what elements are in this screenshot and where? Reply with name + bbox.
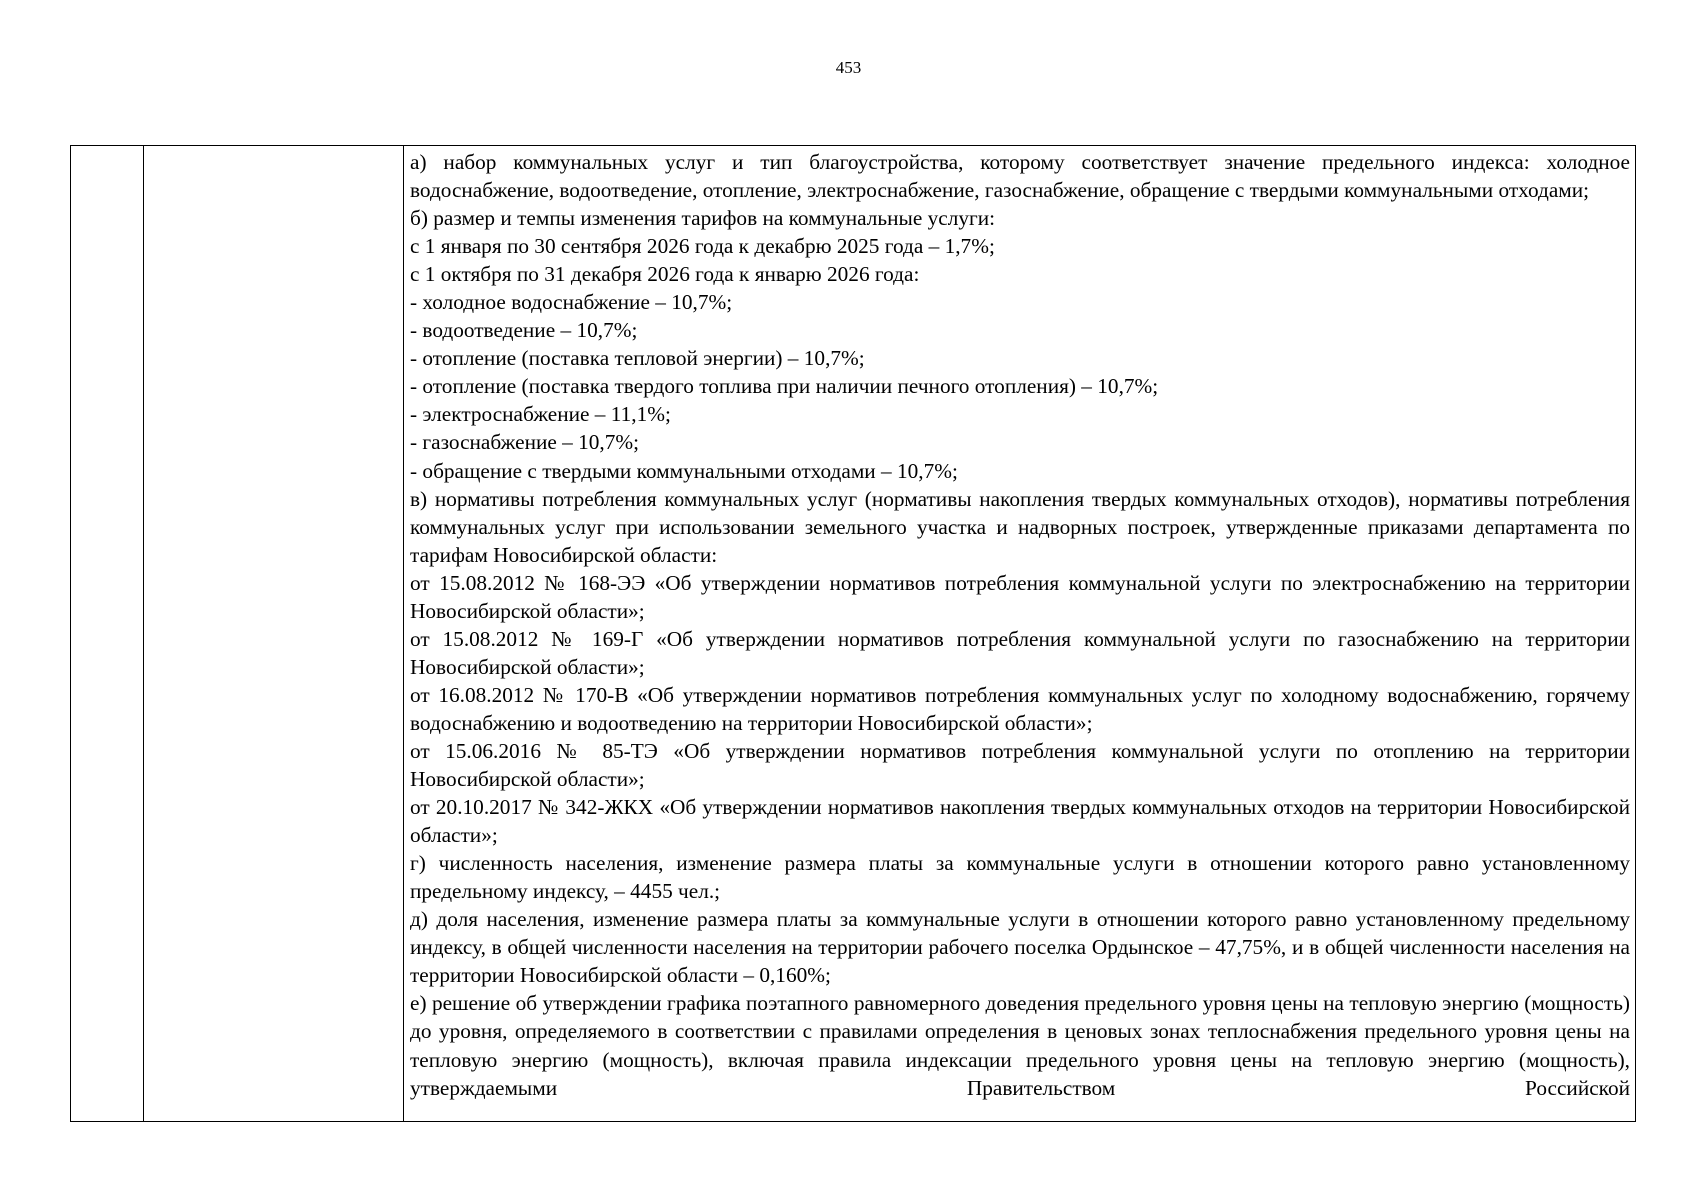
page-number: 453 <box>835 58 862 77</box>
paragraph-a: а) набор коммунальных услуг и тип благоустройства, которому соответствует значение предельного индекса: холодное водоснабжение, водоотведение, отопление, электроснабжение, газоснабжение, обращение с твердыми коммунальными отходами; <box>410 150 1630 203</box>
paragraph-period-2: с 1 октября по 31 декабря 2026 года к январю 2026 года: <box>410 262 920 287</box>
order-item: от 15.08.2012 № 168-ЭЭ «Об утверждении нормативов потребления коммунальной услуги по электроснабжению на территории Новосибирской области»; <box>410 570 1630 623</box>
table-cell-content <box>404 146 1636 1122</box>
paragraph-period-1: с 1 января по 30 сентября 2026 года к декабрю 2025 года – 1,7%; <box>410 234 995 259</box>
order-item: от 20.10.2017 № 342-ЖКХ «Об утверждении нормативов накопления твердых коммунальных отходов на территории Новосибирской области»; <box>410 795 1630 848</box>
list-item: - отопление (поставка твердого топлива при наличии печного отопления) – 10,7%; <box>410 374 1159 399</box>
document-table <box>70 145 1636 1122</box>
table-cell-empty-2 <box>144 146 404 1122</box>
order-item: от 15.06.2016 № 85-ТЭ «Об утверждении нормативов потребления коммунальной услуги по отоплению на территории Новосибирской области»; <box>410 738 1630 792</box>
paragraph-b: б) размер и темпы изменения тарифов на коммунальные услуги: <box>410 206 996 231</box>
list-item: - холодное водоснабжение – 10,7%; <box>410 290 733 315</box>
paragraph-v: в) нормативы потребления коммунальных услуг (нормативы накопления твердых коммунальных отходов), нормативы потребления коммунальных услуг при использовании земельного участка и надворных построек, утвержденные приказами департамента по тарифам Новосибирской области: <box>410 486 1630 567</box>
list-item: - обращение с твердыми коммунальными отходами – 10,7%; <box>410 458 958 483</box>
order-item: от 16.08.2012 № 170-В «Об утверждении нормативов потребления коммунальных услуг по холодному водоснабжению, горячему водоснабжению и водоотведению на территории Новосибирской области»; <box>410 682 1630 735</box>
table-cell-empty-1 <box>71 146 144 1122</box>
paragraph-d: д) доля населения, изменение размера платы за коммунальные услуги в отношении которого равно установленному предельному индексу, в общей численности населения на территории рабочего поселка Ордынское – 47,75%, и в общей численности населения на территории Новосибирской области – 0,160%; <box>410 907 1630 988</box>
list-item: - водоотведение – 10,7%; <box>410 318 638 343</box>
order-item: от 15.08.2012 № 169-Г «Об утверждении нормативов потребления коммунальной услуги по газоснабжению на территории Новосибирской области»; <box>410 626 1630 679</box>
list-item: - электроснабжение – 11,1%; <box>410 402 671 427</box>
paragraph-g: г) численность населения, изменение размера платы за коммунальные услуги в отношении которого равно установленному предельному индексу, – 4455 чел.; <box>410 851 1630 904</box>
table-row <box>71 146 1636 1122</box>
list-item: - газоснабжение – 10,7%; <box>410 430 640 455</box>
paragraph-e: е) решение об утверждении графика поэтапного равномерного доведения предельного уровня цены на тепловую энергию (мощность) до уровня, определяемого в соответствии с правилами определения в ценовых зонах теплоснабжения предельного уровня цены на тепловую энергию (мощность), включая правила индексации предельного уровня цены на тепловую энергию (мощность), утверждаемыми Правительством Российской <box>410 991 1630 1100</box>
list-item: - отопление (поставка тепловой энергии) – 10,7%; <box>410 346 865 371</box>
